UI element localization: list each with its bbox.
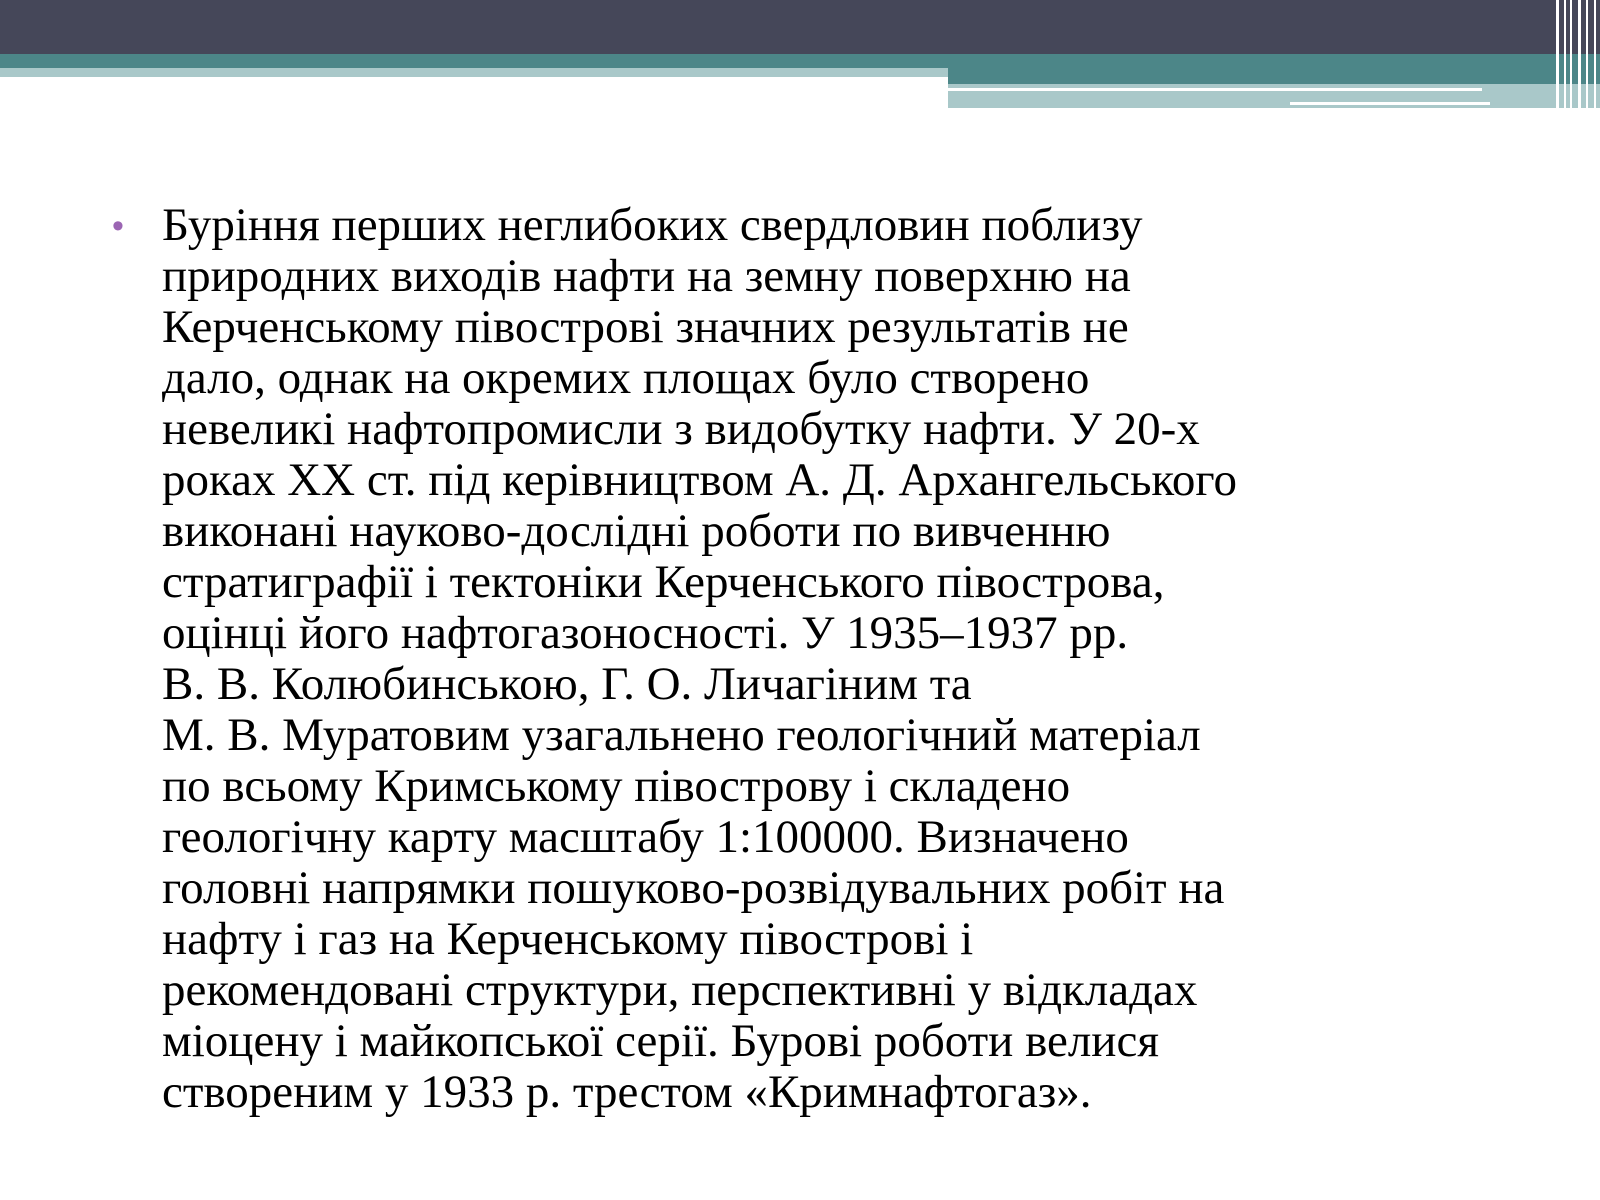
text-line: нафту і газ на Керченському півострові і — [162, 913, 974, 965]
bullet-dot-icon: • — [112, 207, 124, 245]
text-line: Буріння перших неглибоких свердловин поблизу — [162, 199, 1143, 251]
text-line: В. В. Колюбинською, Г. О. Личагіним та — [162, 658, 972, 710]
text-line: невеликі нафтопромисли з видобутку нафти. У 20-х — [162, 403, 1200, 455]
header-dark-band — [0, 0, 1600, 54]
text-line: стратиграфії і тектоніки Керченського півострова, — [162, 556, 1165, 608]
header-light-band-left — [0, 68, 948, 77]
header-divider-line-short — [1290, 102, 1490, 105]
text-line: створеним у 1933 р. трестом «Кримнафтогаз». — [162, 1066, 1092, 1118]
text-line: геологічну карту масштабу 1:100000. Визначено — [162, 811, 1129, 863]
text-line: роках XX ст. під керівництвом А. Д. Архангельського — [162, 454, 1237, 506]
text-line: по всьому Кримському півострову і складено — [162, 760, 1071, 812]
bullet-item — [112, 200, 1512, 1118]
header-divider-line — [948, 88, 1482, 91]
slide-body — [112, 200, 1512, 1118]
text-line: природних виходів нафти на земну поверхню на — [162, 250, 1131, 302]
text-line: головні напрямки пошуково-розвідувальних робіт на — [162, 862, 1225, 914]
text-line: дало, однак на окремих площах було створено — [162, 352, 1090, 404]
text-line: М. В. Муратовим узагальнено геологічний матеріал — [162, 709, 1201, 761]
bullet-paragraph — [162, 200, 1512, 1118]
header-teal-band — [0, 54, 1600, 68]
text-line: рекомендовані структури, перспективні у відкладах — [162, 964, 1198, 1016]
text-line: виконані науково-дослідні роботи по вивченню — [162, 505, 1111, 557]
text-line: міоцену і майкопської серії. Бурові роботи велися — [162, 1015, 1159, 1067]
header-teal-band-right — [948, 68, 1600, 84]
header-stripes-decoration — [1552, 0, 1600, 110]
text-line: Керченському півострові значних результатів не — [162, 301, 1129, 353]
text-line: оцінці його нафтогазоносності. У 1935–1937 рр. — [162, 607, 1129, 659]
